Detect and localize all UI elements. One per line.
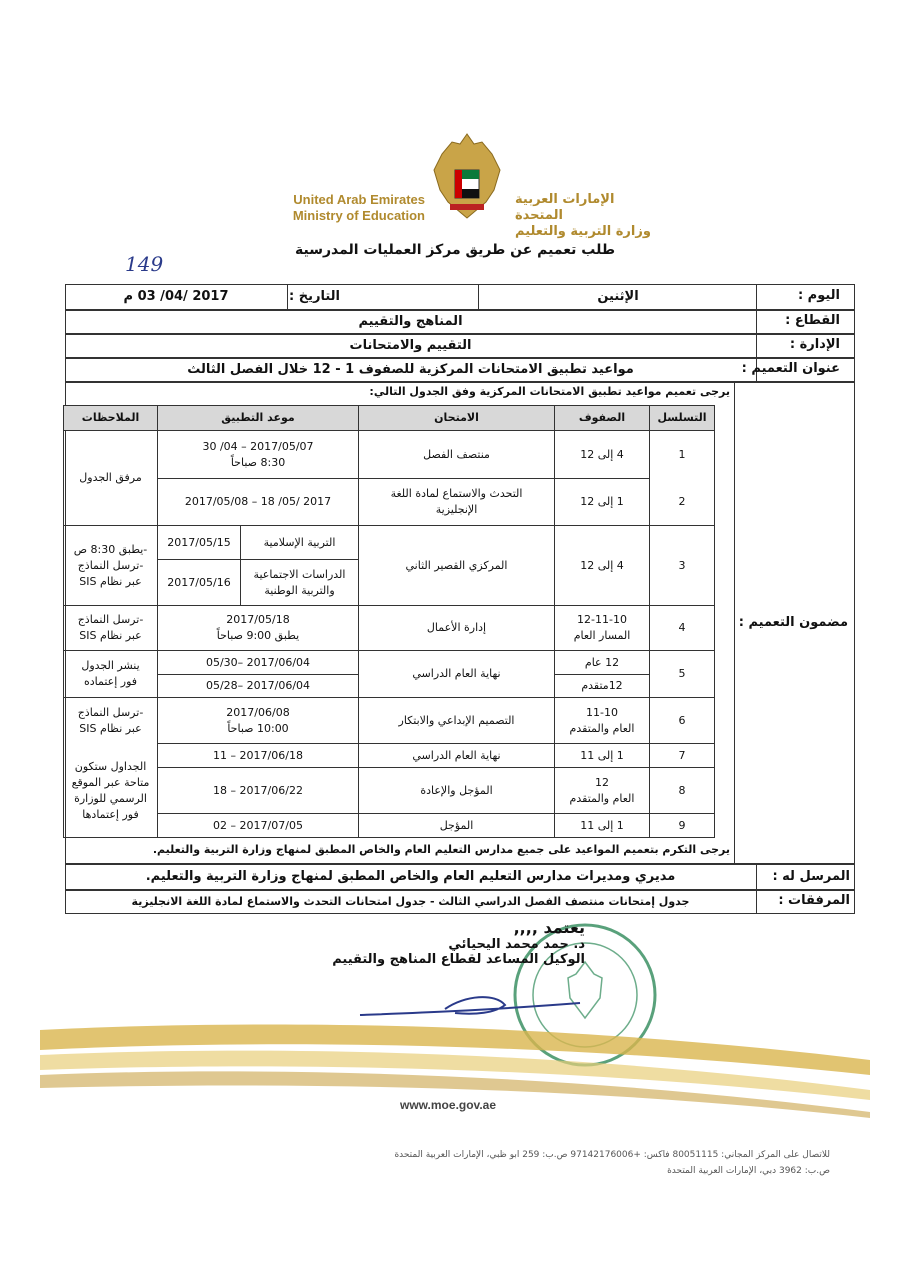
note-rows-1-2: مرفق الجدول: [79, 471, 142, 484]
document-title: طلب تعميم عن طريق مركز العمليات المدرسية: [294, 242, 616, 258]
r4-time: يطبق 9:00 صباحاً: [216, 629, 300, 642]
en-line-2: Ministry of Education: [292, 208, 425, 223]
r2-grades: 1 إلى 12: [580, 495, 624, 508]
r4-note-2: عبر نظام SIS: [79, 629, 142, 642]
r4-grades: [555, 606, 649, 650]
subject-label: عنوان التعميم :: [741, 361, 840, 376]
handwritten-number: 149: [125, 252, 164, 276]
r6-note-1: -ترسل النماذج: [77, 705, 144, 719]
note-789-line2: متاحة عبر الموقع: [71, 776, 150, 789]
r2-exam: [359, 479, 554, 525]
r4-note-1: -ترسل النماذج: [77, 613, 144, 626]
header-seq: التسلسل: [650, 406, 714, 430]
closing-text: يرجى التكرم بتعميم المواعيد على جميع مدارس التعليم العام والخاص المطبق لمنهاج وزارة التربية والتعليم.: [152, 843, 730, 856]
r3-note-2: -ترسل النماذج: [77, 558, 144, 572]
r6-time: 10:00 صباحاً: [227, 721, 289, 735]
r6-date: 2017/06/08: [226, 705, 290, 719]
ministry-name-ar: [515, 192, 665, 240]
r5-date-a: 2017/06/04 –05/30: [205, 655, 311, 669]
r6-grades-line2: العام والمتقدم: [569, 721, 635, 735]
r6-schedule: [158, 698, 358, 743]
content-label: مضمون التعميم :: [738, 615, 848, 630]
r7-grades: 1 إلى 11: [580, 748, 624, 762]
r2-seq: 2: [678, 495, 686, 508]
r3-grades: 4 إلى 12: [580, 558, 624, 572]
r4-exam: إدارة الأعمال: [426, 621, 487, 634]
en-line-1: United Arab Emirates: [293, 192, 425, 207]
r3-note-1: -يطبق 8:30 ص: [73, 542, 148, 556]
r8-grades-line2: العام والمتقدم: [569, 791, 635, 805]
r6-notes: [64, 698, 157, 743]
r3-seq: 3: [678, 558, 686, 572]
approval-text: يعتمد ,,,,: [513, 918, 585, 937]
r8-grades: [555, 768, 649, 813]
r4-seq: 4: [678, 621, 686, 634]
r2-schedule: 2017 /05/ 18 – 2017/05/08: [184, 495, 332, 508]
subject-value: مواعيد تطبيق الامتحانات المركزية للصفوف 1 - 12 خلال الفصل الثالث: [187, 362, 634, 377]
date-value: 2017 /04/ 03 م: [123, 289, 229, 304]
dept-label: الإدارة :: [789, 337, 840, 352]
sent-to-label: المرسل له :: [772, 869, 850, 884]
r5-exam: نهاية العام الدراسي: [412, 667, 501, 680]
r6-note-2: عبر نظام SIS: [79, 721, 142, 735]
dept-value: التقييم والامتحانات: [349, 338, 472, 353]
r3-notes: [64, 526, 157, 605]
signer-title: الوكيل المساعد لقطاع المناهج والتقييم: [332, 952, 585, 967]
note-rows-7-9: [64, 744, 157, 838]
ar-line-2: وزارة التربية والتعليم: [515, 224, 651, 239]
r1-exam: منتصف الفصل: [423, 447, 490, 461]
r1-seq: 1: [678, 447, 686, 461]
note-789-line1: الجداول ستكون: [74, 760, 147, 773]
day-value: الإثنين: [597, 289, 639, 304]
r9-exam: المؤجل: [439, 819, 474, 832]
r3-note-3: عبر نظام SIS: [79, 574, 142, 588]
r6-seq: 6: [678, 713, 686, 727]
footer-address: ص.ب: 3962 دبي، الإمارات العربية المتحدة: [667, 1166, 830, 1176]
intro-text: يرجى تعميم مواعيد تطبيق الامتحانات المركزية وفق الجدول التالي:: [369, 385, 730, 398]
r5-seq: 5: [678, 667, 686, 680]
r7-schedule: 2017/06/18 – 11: [213, 748, 303, 762]
date-label: التاريخ :: [289, 289, 340, 304]
header-notes: الملاحظات: [64, 406, 157, 430]
r8-exam: المؤجل والإعادة: [420, 783, 493, 797]
r3-subject-2-line1: الدراسات الاجتماعية: [253, 567, 346, 581]
note-789-line3: الرسمي للوزارة: [74, 792, 147, 805]
r5-note-2: فور إعتماده: [83, 675, 138, 688]
r5-note-1: ينشر الجدول: [81, 659, 140, 672]
r3-subject-2: [241, 560, 358, 605]
ministry-name-en: [240, 192, 425, 224]
r9-seq: 9: [678, 819, 686, 832]
header-exam: الامتحان: [359, 406, 554, 430]
r6-exam: التصميم الإبداعي والابتكار: [398, 713, 515, 727]
r1-date: 2017/05/07 – 04/ 30: [202, 439, 314, 453]
r4-grades-line2: المسار العام: [573, 629, 631, 642]
r4-grades-line1: 12-11-10: [577, 613, 627, 626]
r3-exam: المركزي القصير الثاني: [405, 558, 508, 572]
website: www.moe.gov.ae: [400, 1098, 497, 1112]
r3-subject-2-date: 2017/05/16: [167, 575, 231, 589]
r1-time: 8:30 صباحاً: [230, 455, 286, 469]
r7-seq: 7: [678, 748, 686, 762]
handwritten-signature: [355, 985, 585, 1025]
r3-subject-2-line2: والتربية الوطنية: [264, 583, 335, 597]
r9-grades: 1 إلى 11: [580, 819, 624, 832]
note-789-line4: فور إعتمادها: [82, 808, 139, 821]
footer-contact: للاتصال على المركز المجاني: 80051115 فاكس: +97142176006 ص.ب: 259 ابو ظبي، الإمارات العربية المتحدة: [394, 1150, 830, 1160]
r8-seq: 8: [678, 783, 686, 797]
signer-name: د. حمد محمد اليحيائي: [448, 937, 585, 952]
signature-block: [330, 918, 585, 967]
ar-line-1: الإمارات العربية المتحدة: [515, 192, 615, 223]
sent-to-value: مديري ومديرات مدارس التعليم العام والخاص المطبق لمنهاج وزارة التربية والتعليم.: [145, 869, 676, 884]
sector-value: المناهج والتقييم: [358, 314, 463, 329]
r6-grades-line1: 11-10: [586, 705, 618, 719]
attachments-label: المرفقات :: [778, 893, 850, 908]
header-schedule: موعد التطبيق: [158, 406, 358, 430]
r1-schedule: [158, 431, 358, 478]
r9-schedule: 2017/07/05 – 02: [213, 819, 303, 832]
r8-grades-line1: 12: [595, 775, 609, 789]
r4-schedule: [158, 606, 358, 650]
r5-grades-b: 12متقدم: [581, 679, 623, 692]
r4-date: 2017/05/18: [226, 613, 290, 626]
uae-emblem-logo: [430, 130, 504, 225]
r2-exam-line1: التحدث والاستماع لمادة اللغة: [390, 487, 523, 500]
r5-grades-a: 12 عام: [584, 655, 620, 669]
header-grades: الصفوف: [555, 406, 649, 430]
r6-grades: [555, 698, 649, 743]
r7-exam: نهاية العام الدراسي: [412, 748, 501, 762]
sector-label: القطاع :: [785, 313, 840, 328]
r3-subject-1: التربية الإسلامية: [263, 535, 336, 549]
r2-exam-line2: الإنجليزية: [435, 503, 478, 516]
r5-notes: [64, 651, 157, 697]
r1-grades: 4 إلى 12: [580, 447, 624, 461]
r5-date-b: 2017/06/04 –05/28: [205, 679, 311, 692]
r8-schedule: 2017/06/22 – 18: [213, 783, 303, 797]
attachments-value: جدول إمتحانات منتصف الفصل الدراسي الثالث - جدول امتحانات التحدث والاستماع لمادة اللغة الانجليزية: [131, 895, 690, 908]
r4-notes: [64, 606, 157, 650]
r3-subject-1-date: 2017/05/15: [167, 535, 231, 549]
day-label: اليوم :: [797, 288, 840, 303]
